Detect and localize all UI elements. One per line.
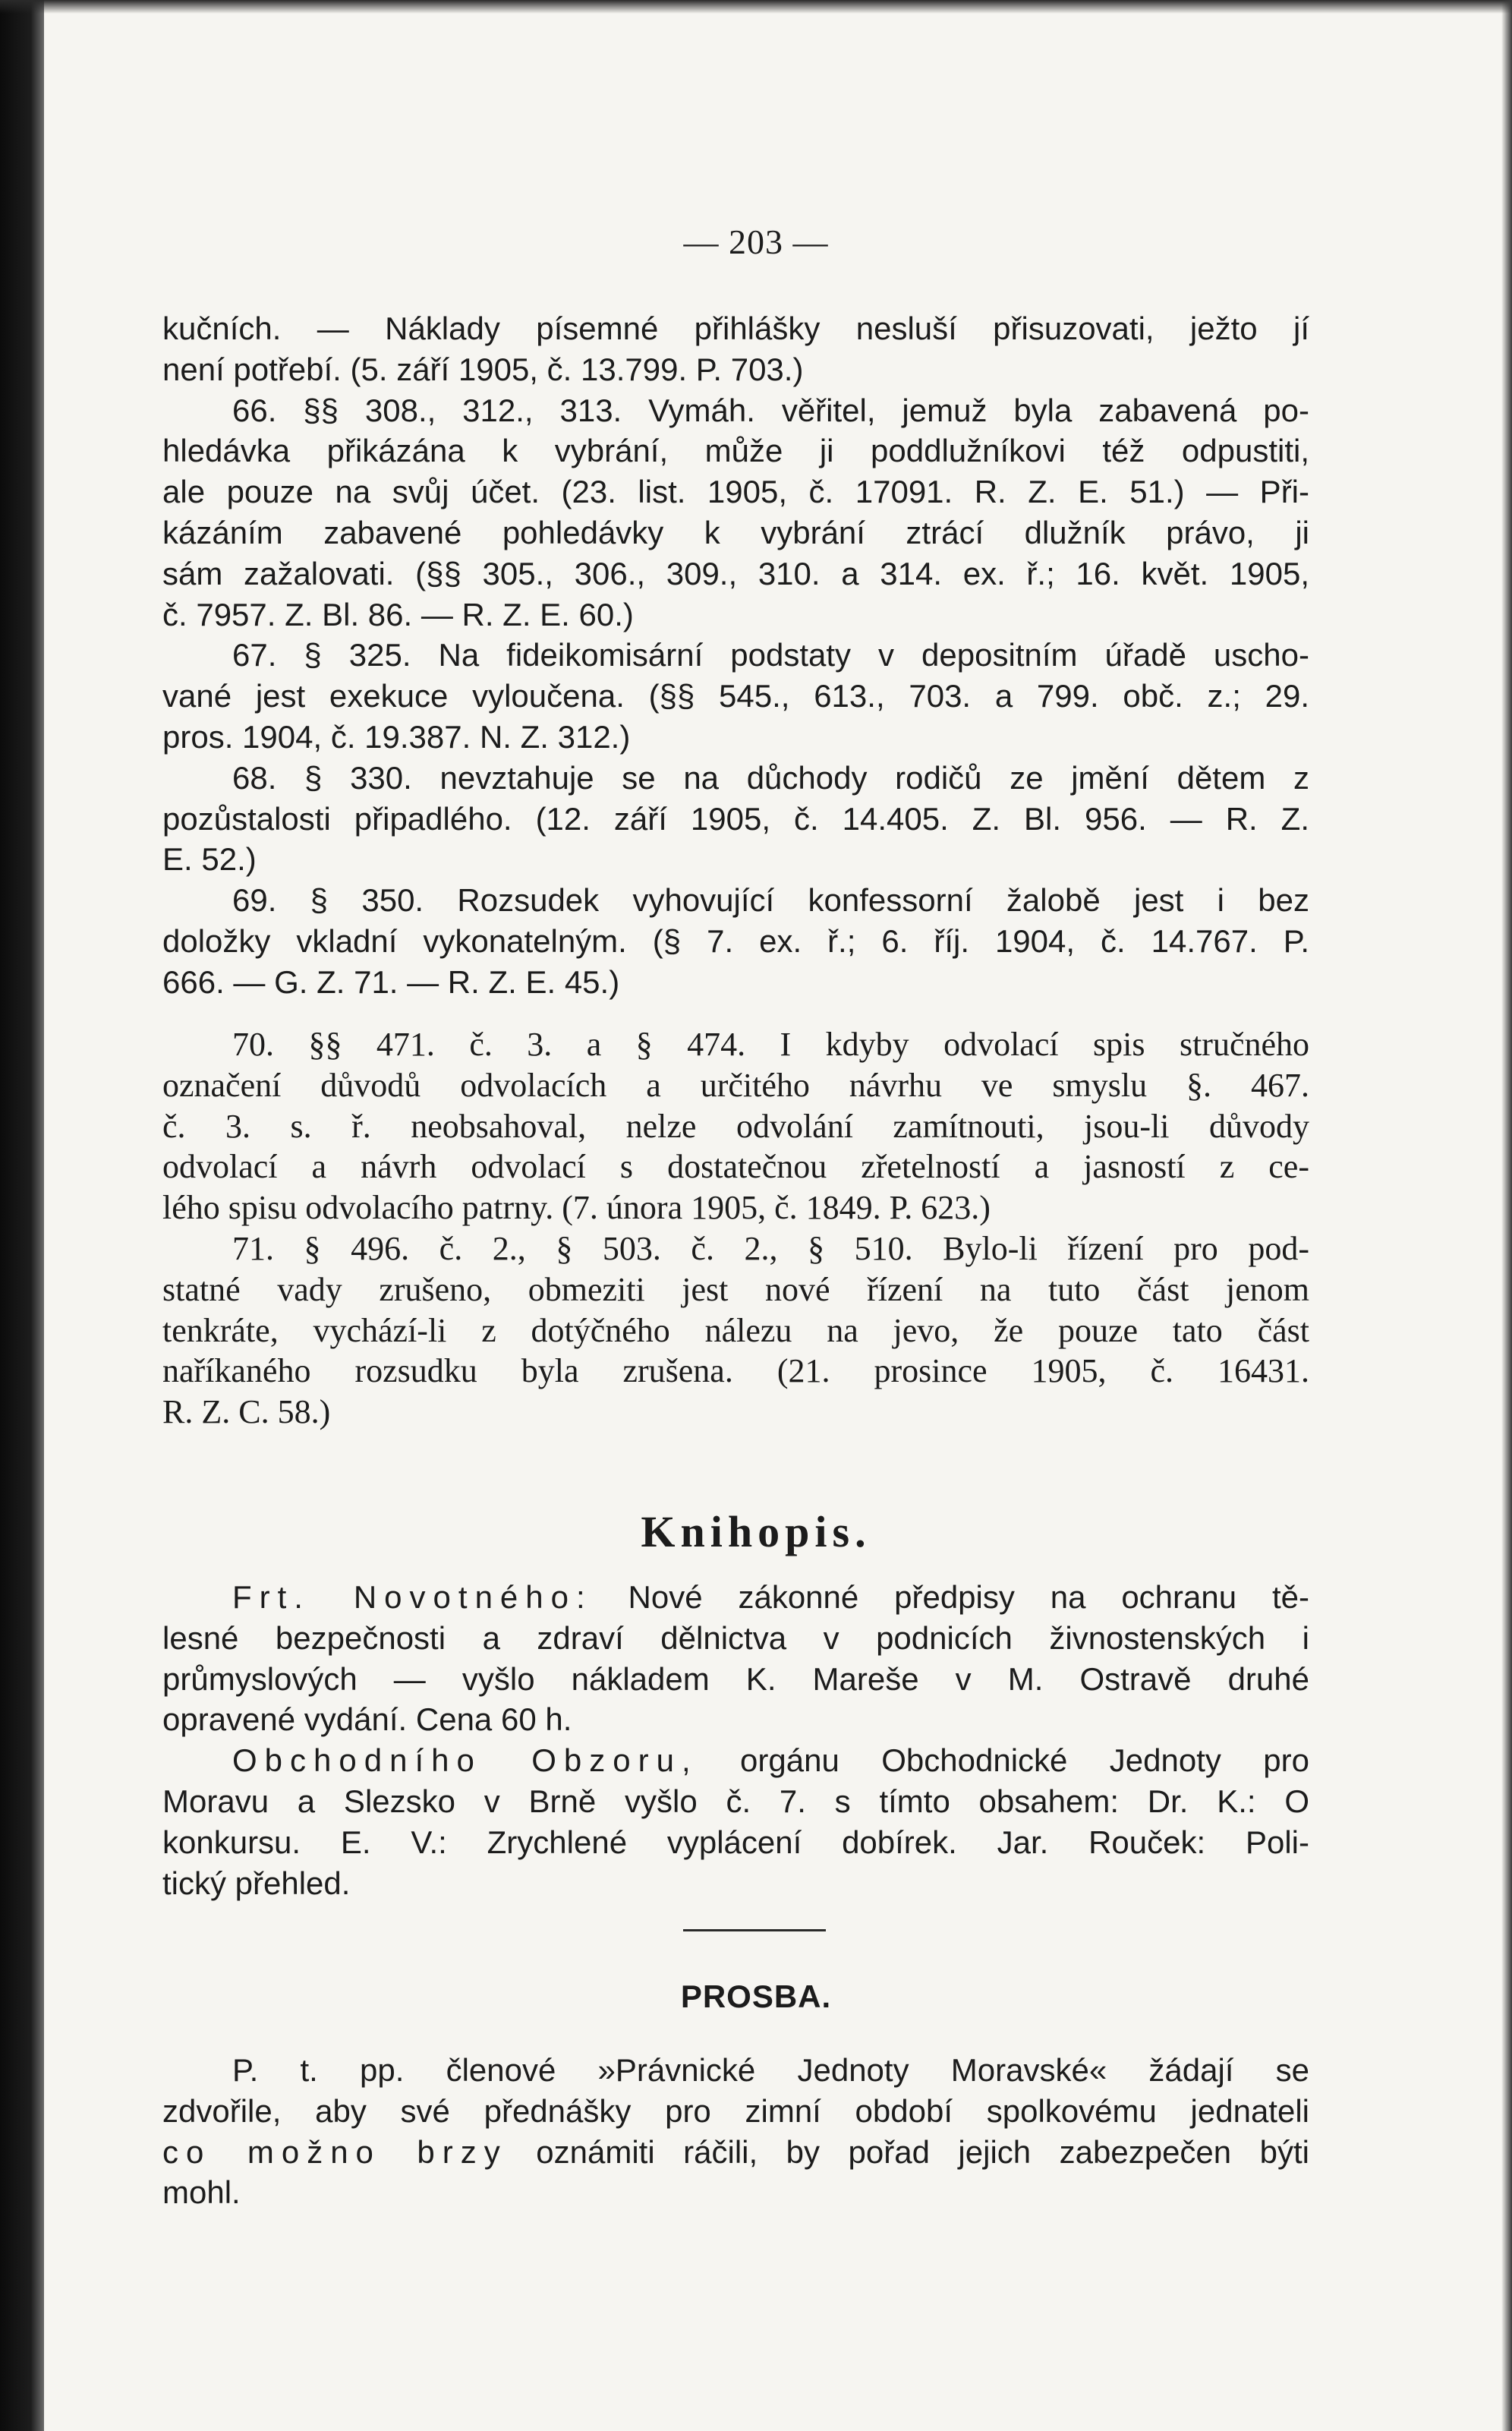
text-line: 666. — G. Z. 71. — R. Z. E. 45.) (162, 963, 620, 1000)
text-line: 69. § 350. Rozsudek vyhovující konfessorní žalobě jest i bez (232, 882, 1309, 919)
periodical-title: Obchodního Obzoru, (232, 1742, 698, 1779)
section-heading-knihopis: Knihopis. (641, 1507, 871, 1556)
text-line: označení důvodů odvolacích a určitého návrhu ve smyslu §. 467. (162, 1066, 1309, 1104)
text-line (162, 1577, 1309, 1618)
text-line: R. Z. C. 58.) (162, 1393, 331, 1431)
text-line: pros. 1904, č. 19.387. N. Z. 312.) (162, 718, 631, 755)
text-line: statné vady zrušeno, obmeziti jest nové řízení na tuto část jenom (162, 1270, 1309, 1308)
decisions-part-2 (162, 1024, 1309, 1433)
decisions-part-1 (162, 308, 1309, 1003)
text-line: odvolací a návrh odvolací s dostatečnou zřetelností a jasností z ce- (162, 1148, 1309, 1186)
text-line: tický přehled. (162, 1865, 351, 1901)
author-name: Frt. Novotného: (232, 1579, 593, 1615)
text-line (162, 1740, 1309, 1781)
text-line: ale pouze na svůj účet. (23. list. 1905, č. 17091. R. Z. E. 51.) — Při- (162, 474, 1309, 510)
text-line: kázáním zabavené pohledávky k vybrání ztrácí dlužník právo, ji (162, 514, 1309, 550)
text-line: není potřebí. (5. září 1905, č. 13.799. P. 703.) (162, 351, 804, 387)
text-line: pozůstalosti připadlého. (12. září 1905, č. 14.405. Z. Bl. 956. — R. Z. (162, 800, 1309, 837)
text-line: P. t. pp. členové »Právnické Jednoty Moravské« žádají se (232, 2052, 1309, 2088)
text-line: sám zažalovati. (§§ 305., 306., 309., 310. a 314. ex. ř.; 16. květ. 1905, (162, 555, 1309, 591)
text-line: naříkaného rozsudku byla zrušena. (21. prosince 1905, č. 16431. (162, 1352, 1309, 1390)
text-line: tenkráte, vychází-li z dotýčného nálezu na jevo, že pouze tato část (162, 1311, 1309, 1349)
text-line: hledávka přikázána k vybrání, může ji poddlužníkovi též odpustiti, (162, 433, 1309, 469)
text-line: opravené vydání. Cena 60 h. (162, 1701, 572, 1738)
text-line: 71. § 496. č. 2., § 503. č. 2., § 510. Bylo-li řízení pro pod- (232, 1229, 1309, 1267)
text-line: mohl. (162, 2174, 241, 2211)
prosba-section (162, 2050, 1309, 2213)
text-line: vané jest exekuce vyloučena. (§§ 545., 613., 703. a 799. obč. z.; 29. (162, 678, 1309, 714)
text-line: Moravu a Slezsko v Brně vyšlo č. 7. s tímto obsahem: Dr. K.: O (162, 1783, 1309, 1819)
text-line: lesné bezpečnosti a zdraví dělnictva v podnicích živnostenských i (162, 1619, 1309, 1656)
text-line: 67. § 325. Na fideikomisární podstaty v depositním úřadě uscho- (232, 637, 1309, 673)
section-divider (683, 1929, 826, 1931)
book-spine-shadow (0, 0, 44, 2431)
text-line: doložky vkladní vykonatelným. (§ 7. ex. ř.; 6. říj. 1904, č. 14.767. P. (162, 922, 1309, 959)
text-line: průmyslových — vyšlo nákladem K. Mareše v M. Ostravě druhé (162, 1660, 1309, 1697)
text-fragment: Nové zákonné předpisy na ochranu tě- (592, 1579, 1309, 1615)
text-line: 70. §§ 471. č. 3. a § 474. I kdyby odvolací spis stručného (232, 1026, 1309, 1063)
text-line (162, 2132, 1309, 2173)
text-line: kučních. — Náklady písemné přihlášky nesluší přisuzovati, ježto jí (162, 311, 1309, 346)
top-edge-shadow (0, 0, 1512, 14)
text-fragment: orgánu Obchodnické Jednoty pro (698, 1742, 1309, 1779)
text-line: konkursu. E. V.: Zrychlené vyplácení dobírek. Jar. Rouček: Poli- (162, 1824, 1309, 1860)
emphasized-text: co možno brzy (162, 2133, 508, 2170)
text-line: 66. §§ 308., 312., 313. Vymáh. věřitel, jemuž byla zabavená po- (232, 392, 1309, 428)
text-line: č. 3. s. ř. neobsahoval, nelze odvolání zamítnouti, jsou-li důvody (162, 1107, 1309, 1145)
text-line: č. 7957. Z. Bl. 86. — R. Z. E. 60.) (162, 596, 634, 632)
section-heading-prosba: PROSBA. (680, 1979, 832, 2014)
right-edge-shadow (1501, 0, 1512, 2431)
text-line: lého spisu odvolacího patrny. (7. února 1905, č. 1849. P. 623.) (162, 1189, 991, 1227)
text-line: zdvořile, aby své přednášky pro zimní období spolkovému jednateli (162, 2092, 1309, 2129)
text-fragment: oznámiti ráčili, by pořad jejich zabezpečen býti (507, 2133, 1309, 2170)
text-line: 68. § 330. nevztahuje se na důchody rodičů ze jmění dětem z (232, 759, 1309, 796)
text-line: E. 52.) (162, 841, 257, 878)
knihopis-section (162, 1577, 1309, 1903)
page-number: — 203 — (683, 222, 829, 261)
